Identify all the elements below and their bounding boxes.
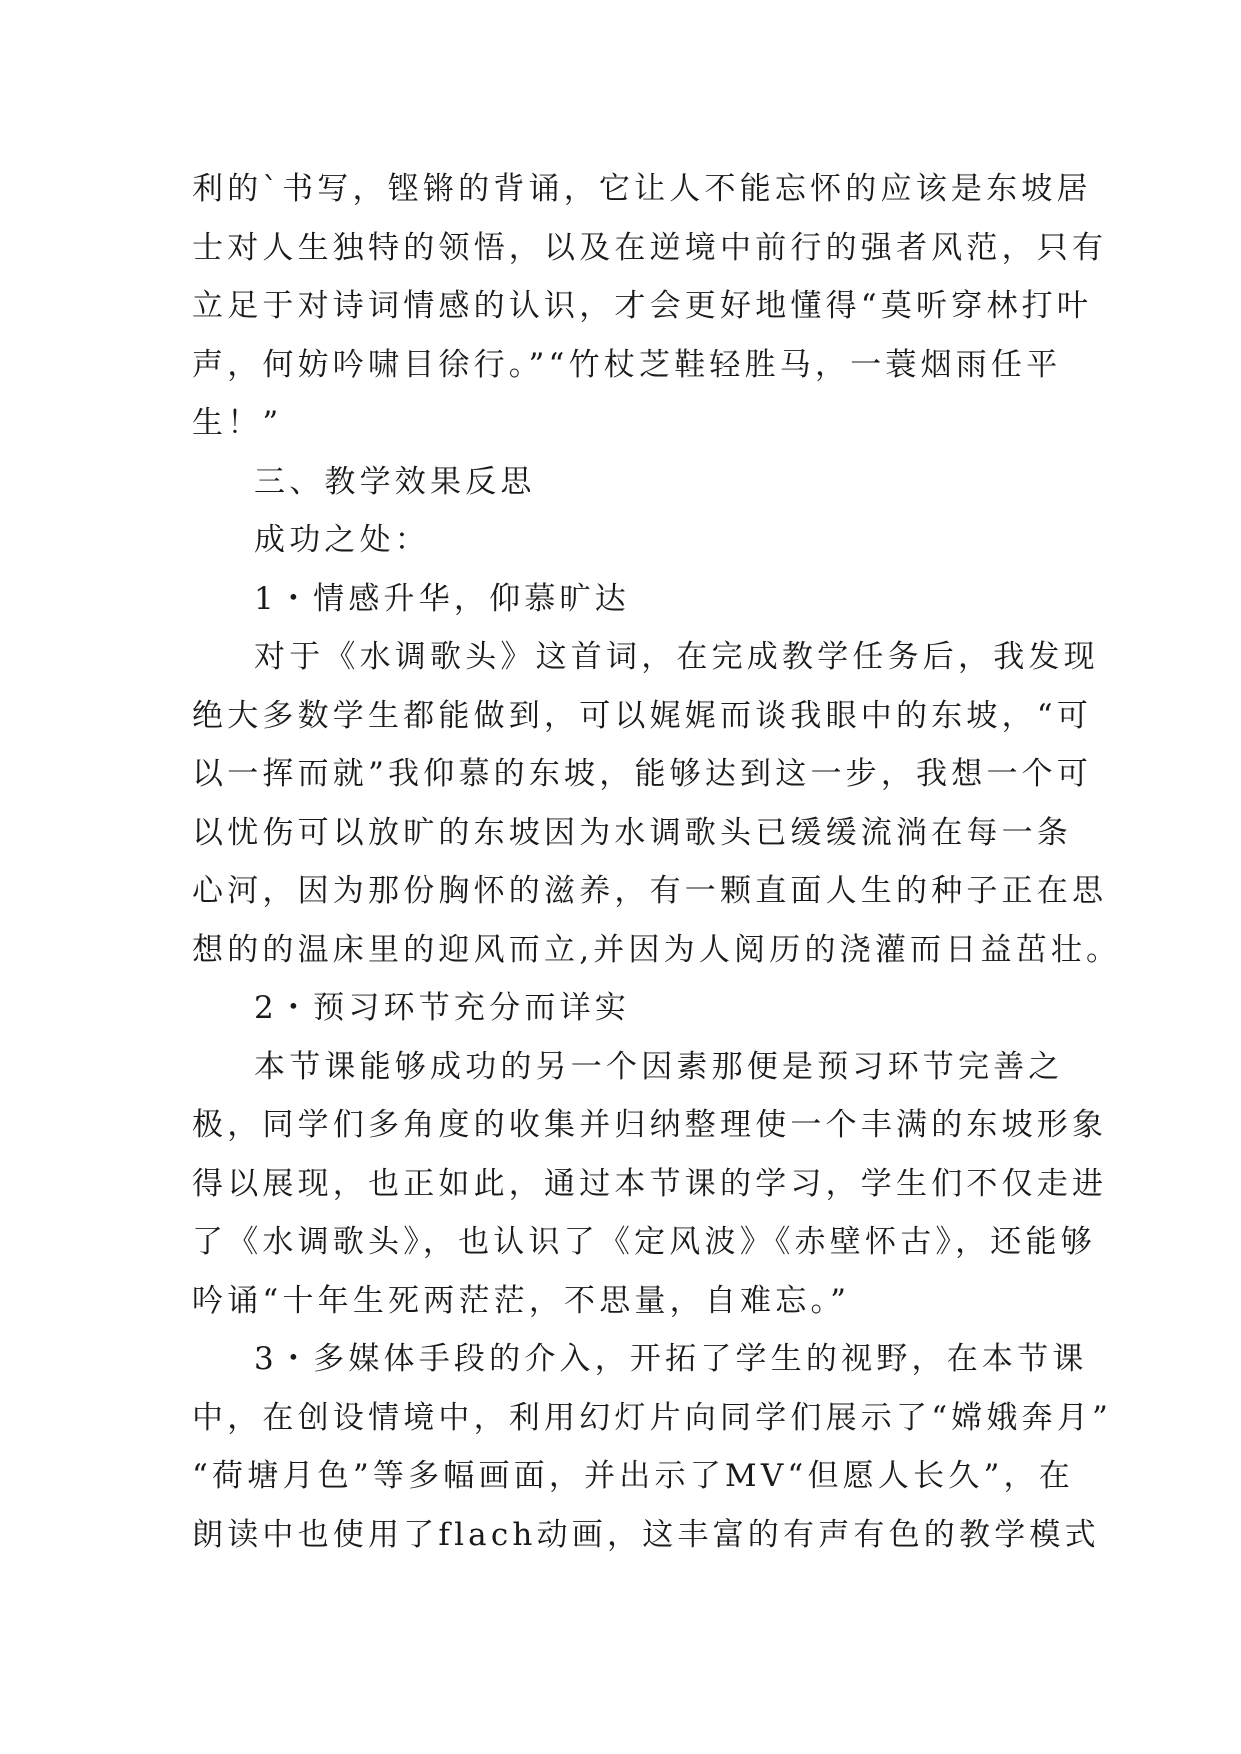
paragraph-line: 以忧伤可以放旷的东坡因为水调歌头已缓缓流淌在每一条 (192, 814, 1072, 851)
paragraph-line: 了《水调歌头》，也认识了《定风波》《赤壁怀古》，还能够 (192, 1224, 1096, 1260)
paragraph-line: 吟诵“十年生死两茫茫，不思量，自难忘。” (192, 1282, 851, 1319)
point-heading: 2・预习环节充分而详实 (254, 990, 630, 1026)
point-heading: 1・情感升华，仰慕旷达 (254, 580, 630, 617)
paragraph-line: 以一挥而就”我仰慕的东坡，能够达到这一步，我想一个可 (192, 756, 1093, 792)
paragraph-line: 中，在创设情境中，利用幻灯片向同学们展示了“嫦娥奔月” (192, 1399, 1113, 1436)
paragraph-line: 士对人生独特的领悟，以及在逆境中前行的强者风范，只有 (192, 229, 1108, 266)
paragraph-line: 立足于对诗词情感的认识，才会更好地懂得“莫听穿林打叶 (192, 288, 1093, 324)
section-heading: 三、教学效果反思 (254, 463, 536, 500)
point-heading: 3・多媒体手段的介入，开拓了学生的视野，在本节课 (254, 1341, 1088, 1377)
paragraph-line: 利的`书写，铿锵的背诵，它让人不能忘怀的应该是东坡居 (192, 171, 1092, 207)
paragraph-line: 生！” (192, 405, 283, 441)
paragraph-line: 声，何妨吟啸目徐行。”“竹杖芝鞋轻胜马，一蓑烟雨任平 (192, 346, 1062, 383)
paragraph-line: 绝大多数学生都能做到，可以娓娓而谈我眼中的东坡，“可 (192, 697, 1093, 734)
paragraph-line: 想的的温床里的迎风而立,并因为人阅历的浇灌而日益茁壮。 (192, 931, 1122, 968)
paragraph-line: 得以展现，也正如此，通过本节课的学习，学生们不仅走进 (192, 1165, 1108, 1202)
document-body (192, 160, 1122, 1564)
paragraph-line: “荷塘月色”等多幅画面，并出示了MV“但愿人长久”，在 (192, 1458, 1074, 1494)
paragraph-line: 心河，因为那份胸怀的滋养，有一颗直面人生的种子正在思 (192, 873, 1108, 909)
subsection-label: 成功之处： (254, 522, 430, 558)
paragraph-line: 朗读中也使用了flach动画，这丰富的有声有色的教学模式 (192, 1516, 1100, 1553)
paragraph-line: 对于《水调歌头》这首词，在完成教学任务后，我发现 (254, 639, 1099, 675)
paragraph-line: 极，同学们多角度的收集并归纳整理使一个丰满的东坡形象 (192, 1107, 1108, 1143)
paragraph-line: 本节课能够成功的另一个因素那便是预习环节完善之 (254, 1048, 1064, 1085)
